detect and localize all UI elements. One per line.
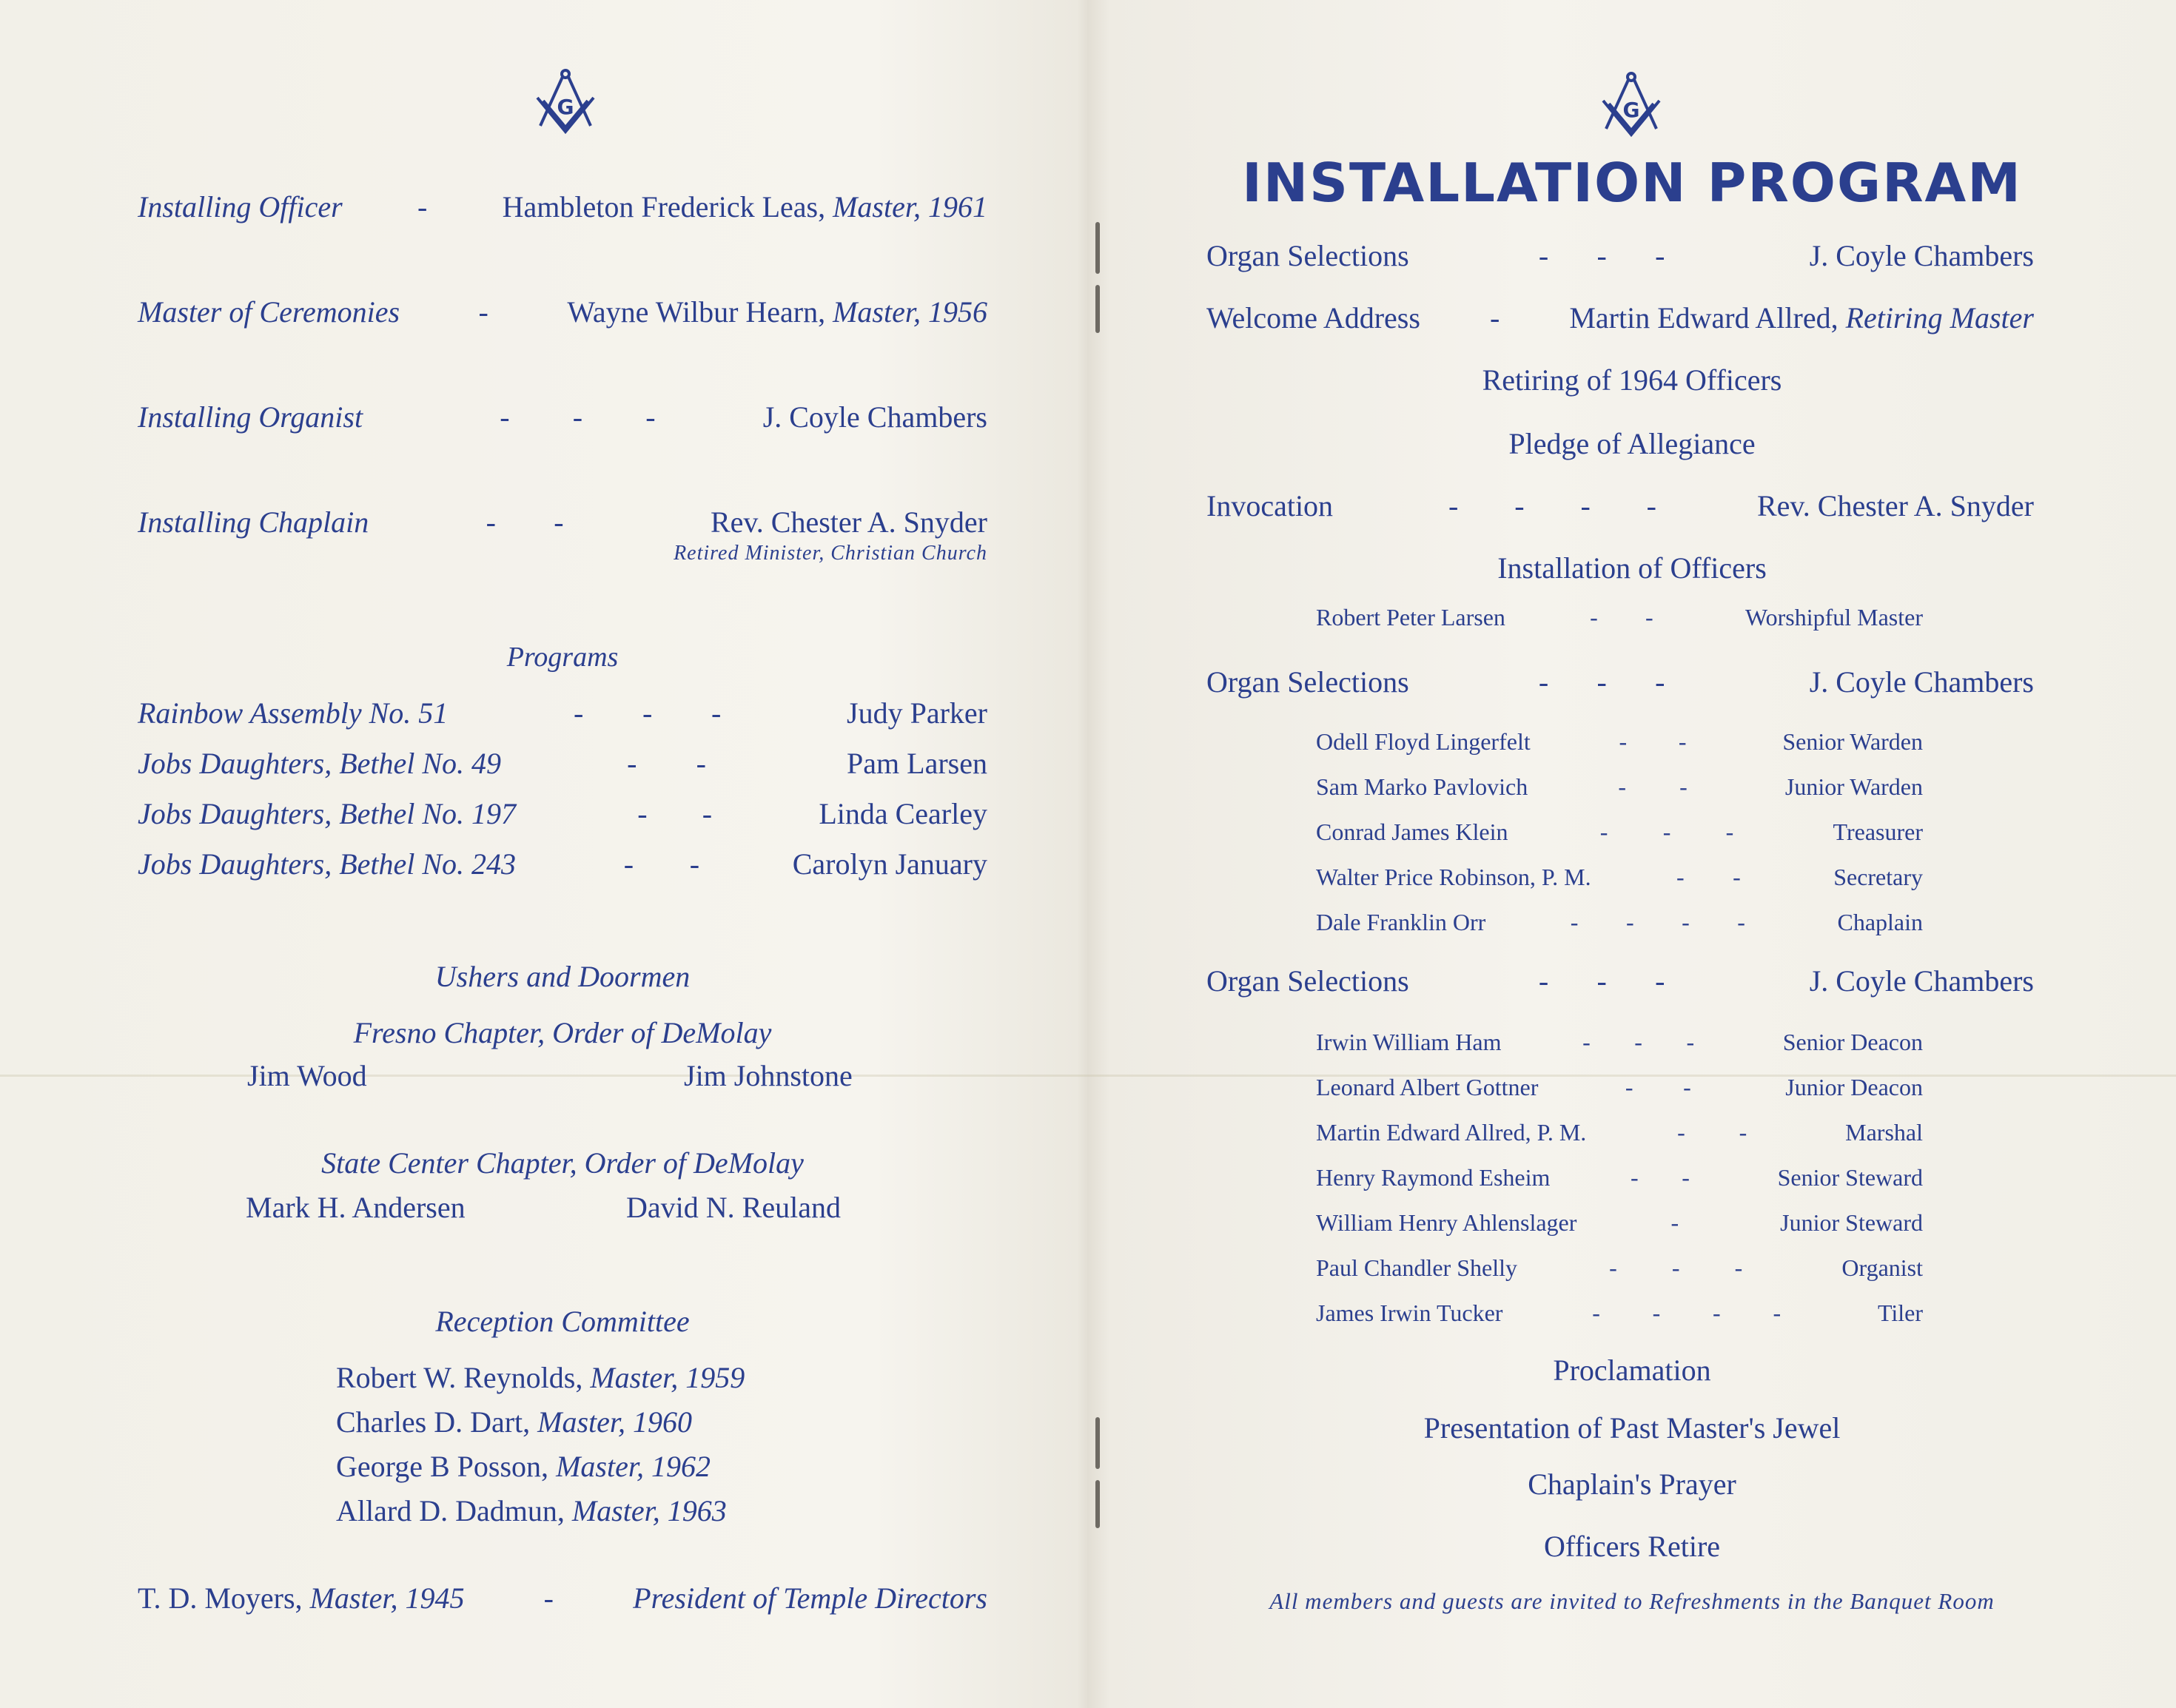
officer-row (1316, 1164, 1923, 1191)
officer-office: Senior Warden (1782, 728, 1923, 755)
leader-dashes: - - - (1609, 1254, 1743, 1281)
leader-dashes: - (1670, 1209, 1679, 1236)
ushers-heading: Ushers and Doormen (434, 960, 691, 993)
program-group: Jobs Daughters, Bethel No. 243 (138, 847, 517, 881)
member-name: Robert W. Reynolds, (336, 1361, 583, 1394)
installing-organist-row (138, 400, 987, 434)
officer-row (1316, 1209, 1923, 1237)
program-group: Jobs Daughters, Bethel No. 49 (138, 747, 502, 780)
officer-office: Junior Deacon (1785, 1074, 1923, 1100)
organ-selections-row (1206, 964, 2034, 998)
installing-chaplain-row (138, 505, 987, 539)
leader-dashes: - - - - (1570, 909, 1745, 935)
welcome-address-row (1206, 300, 2034, 335)
item-name: Rev. Chester A. Snyder (1756, 489, 2034, 522)
officer-row (1316, 1029, 1923, 1056)
leader-dashes: - - - (1538, 239, 1665, 272)
program-row (138, 696, 987, 730)
installation-of-officers: Installation of Officers (1497, 551, 1767, 585)
leader-dashes: - - (1590, 604, 1653, 631)
leader-dashes: - - (1631, 1164, 1690, 1191)
chapter-member: Mark H. Andersen (246, 1191, 466, 1224)
officer-row-worshipful-master (1316, 604, 1923, 631)
footer-name: T. D. Moyers, (138, 1581, 303, 1615)
officer-row (1316, 1119, 1923, 1146)
item-name: Martin Edward Allred, (1569, 301, 1838, 334)
chapter-member: David N. Reuland (626, 1191, 841, 1224)
leader-dashes: - - (486, 505, 564, 539)
officer-office: Senior Steward (1777, 1164, 1923, 1191)
officer-row (1316, 909, 1923, 936)
leader-dashes: - - - (1538, 665, 1665, 699)
member-name: Charles D. Dart, (336, 1405, 531, 1439)
officer-office: Junior Steward (1780, 1209, 1923, 1236)
leader-dashes: - (417, 190, 428, 223)
leader-dashes: - - - - (1448, 489, 1656, 522)
member-title: Master, 1960 (537, 1405, 693, 1439)
retiring-officers: Retiring of 1964 Officers (1482, 363, 1782, 397)
leader-dashes: - - - (1538, 964, 1665, 998)
officer-office: Organist (1841, 1254, 1923, 1281)
program-name: Judy Parker (847, 696, 987, 730)
refreshments-note: All members and guests are invited to Refreshments in the Banquet Room (1269, 1588, 1995, 1614)
officer-name: Irwin William Ham (1316, 1029, 1502, 1055)
officer-office: Senior Deacon (1782, 1029, 1923, 1055)
svg-text:G: G (557, 95, 574, 119)
item-title: Retiring Master (1845, 301, 2034, 334)
program-row (138, 847, 987, 881)
leader-dashes: - - - (573, 696, 722, 730)
chapter-member: Jim Johnstone (684, 1059, 853, 1092)
officer-row (1316, 1254, 1923, 1282)
officer-row (1316, 1074, 1923, 1101)
square-and-compass-icon (1599, 71, 1664, 139)
item-name: J. Coyle Chambers (1809, 665, 2034, 699)
item-label: Welcome Address (1206, 301, 1420, 334)
reception-member (336, 1360, 745, 1395)
footer-title: Master, 1945 (309, 1581, 465, 1615)
program-group: Rainbow Assembly No. 51 (138, 696, 449, 730)
reception-member (336, 1493, 727, 1528)
chaplains-prayer: Chaplain's Prayer (1528, 1467, 1736, 1501)
reception-member (336, 1405, 692, 1439)
square-and-compass-icon (533, 68, 598, 136)
role-label: Installing Organist (138, 400, 363, 434)
leader-dashes: - (1489, 301, 1500, 334)
proclamation: Proclamation (1553, 1354, 1711, 1387)
leader-dashes: - - - - (1592, 1300, 1782, 1326)
officer-row (1316, 773, 1923, 801)
item-name: J. Coyle Chambers (1809, 964, 2034, 998)
officer-name: Dale Franklin Orr (1316, 909, 1486, 935)
officer-name: Robert Peter Larsen (1316, 604, 1505, 631)
member-title: Master, 1962 (556, 1450, 711, 1483)
officer-office: Treasurer (1833, 818, 1923, 845)
item-label: Invocation (1206, 489, 1334, 522)
member-name: Allard D. Dadmun, (336, 1494, 565, 1527)
program-row (138, 746, 987, 781)
chaplain-note: Retired Minister, Christian Church (674, 542, 987, 565)
programs-heading: Programs (506, 642, 619, 673)
member-title: Master, 1959 (590, 1361, 745, 1394)
leader-dashes: - - (1625, 1074, 1691, 1100)
officer-name: Conrad James Klein (1316, 818, 1508, 845)
pledge-of-allegiance: Pledge of Allegiance (1508, 427, 1756, 460)
chapter-name: State Center Chapter, Order of DeMolay (321, 1146, 804, 1180)
leader-dashes: - - (1618, 773, 1688, 800)
organ-selections-row (1206, 238, 2034, 273)
footer-role: President of Temple Directors (633, 1581, 987, 1615)
reception-member (336, 1449, 711, 1484)
officer-name: James Irwin Tucker (1316, 1300, 1503, 1326)
leader-dashes: - - (1677, 1119, 1747, 1146)
officer-office: Marshal (1845, 1119, 1923, 1146)
item-name: J. Coyle Chambers (1809, 239, 2034, 272)
officer-row (1316, 818, 1923, 846)
item-label: Organ Selections (1206, 239, 1409, 272)
program-name: Linda Cearley (819, 797, 987, 830)
reception-heading: Reception Committee (435, 1305, 690, 1338)
installing-officer-row (138, 189, 987, 224)
officer-name: William Henry Ahlenslager (1316, 1209, 1577, 1236)
chapter-name: Fresno Chapter, Order of DeMolay (353, 1016, 772, 1049)
officer-office: Secretary (1833, 864, 1923, 890)
role-label: Installing Officer (138, 190, 343, 223)
officer-name: Leonard Albert Gottner (1316, 1074, 1539, 1100)
program-name: Pam Larsen (847, 747, 987, 780)
officer-name: Walter Price Robinson, P. M. (1316, 864, 1591, 890)
member-title: Master, 1963 (571, 1494, 727, 1527)
invocation-row (1206, 488, 2034, 523)
program-group: Jobs Daughters, Bethel No. 197 (138, 797, 517, 830)
role-label: Installing Chaplain (138, 505, 369, 539)
officer-row (1316, 864, 1923, 891)
leader-dashes: - - (623, 847, 700, 881)
officer-office: Tiler (1877, 1300, 1923, 1326)
officer-row (1316, 728, 1923, 756)
leader-dashes: - (478, 295, 488, 329)
svg-text:G: G (1622, 98, 1640, 122)
chapter-member: Jim Wood (247, 1059, 367, 1092)
officer-name: Wayne Wilbur Hearn, (567, 295, 826, 329)
role-label: Master of Ceremonies (138, 295, 400, 329)
temple-directors-row (138, 1581, 987, 1615)
program-name: Carolyn January (792, 847, 987, 881)
officer-office: Chaplain (1837, 909, 1923, 935)
officer-name: Henry Raymond Esheim (1316, 1164, 1551, 1191)
leader-dashes: - - - (500, 400, 656, 434)
leader-dashes: - (543, 1581, 554, 1615)
organ-selections-row (1206, 665, 2034, 699)
officer-title: Master, 1961 (833, 190, 987, 223)
leader-dashes: - - - (1582, 1029, 1695, 1055)
officer-name: Martin Edward Allred, P. M. (1316, 1119, 1587, 1146)
program-row (138, 796, 987, 831)
leader-dashes: - - - (1599, 818, 1734, 845)
officer-name: Hambleton Frederick Leas, (502, 190, 826, 223)
item-label: Organ Selections (1206, 665, 1409, 699)
right-page (1088, 0, 2176, 1708)
officer-name: Odell Floyd Lingerfelt (1316, 728, 1531, 755)
officer-title: Master, 1956 (833, 295, 987, 329)
officer-name: Paul Chandler Shelly (1316, 1254, 1517, 1281)
officer-name: Rev. Chester A. Snyder (710, 505, 987, 539)
leader-dashes: - - (1676, 864, 1741, 890)
officer-office: Worshipful Master (1745, 604, 1923, 631)
leader-dashes: - - (1619, 728, 1687, 755)
leader-dashes: - - (627, 747, 706, 780)
officer-row (1316, 1300, 1923, 1327)
officer-name: J. Coyle Chambers (762, 400, 987, 434)
officer-name: Sam Marko Pavlovich (1316, 773, 1528, 800)
leader-dashes: - - (637, 797, 713, 830)
member-name: George B Posson, (336, 1450, 549, 1483)
master-of-ceremonies-row (138, 295, 987, 329)
past-master-jewel: Presentation of Past Master's Jewel (1423, 1411, 1841, 1445)
item-label: Organ Selections (1206, 964, 1409, 998)
officers-retire: Officers Retire (1543, 1530, 1721, 1563)
officer-office: Junior Warden (1784, 773, 1923, 800)
page-title: INSTALLATION PROGRAM (1242, 152, 2022, 214)
